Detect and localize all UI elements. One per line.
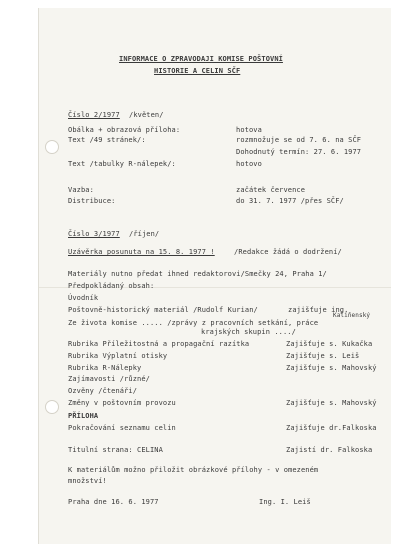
issue1-row-value: začátek července (236, 186, 306, 194)
issue1-month: /květen/ (129, 111, 164, 119)
contents-resp: Zajišťuje s. Mahovský (286, 364, 377, 372)
supplement-resp: Zajišťuje dr.Falkoska (286, 424, 377, 432)
issue1-row-label: Text /49 stránek/: (68, 136, 146, 144)
signature: Ing. I. Leiš (259, 498, 311, 506)
note-line-2: množství! (68, 477, 107, 485)
supplement-heading: PŘÍLOHA (68, 412, 99, 420)
contents-item: Poštovně-historický materiál /Rudolf Kurian/ (68, 306, 258, 314)
issue1-row-value: hotovo (236, 160, 262, 168)
punch-hole (45, 140, 59, 154)
issue2-heading: Číslo 3/1977 (68, 230, 120, 238)
contents-item: Zajímavosti /různé/ (68, 375, 150, 383)
contents-item: Rubrika R-Nálepky (68, 364, 142, 372)
issue1-row-value: do 31. 7. 1977 /přes SČF/ (236, 197, 344, 205)
issue1-row-value: rozmnožuje se od 7. 6. na SČF (236, 136, 362, 144)
title-page-line: Titulní strana: CELINA (68, 446, 163, 454)
contents-item: Změny v poštovním provozu (68, 399, 176, 407)
place-date: Praha dne 16. 6. 1977 (68, 498, 159, 506)
title-page-resp: Zajistí dr. Falkoska (286, 446, 373, 454)
issue1-row-value: hotova (236, 126, 262, 134)
issue1-row-label: Vazba: (68, 186, 94, 194)
issue1-row-label: Text /tabulky R-nálepek/: (68, 160, 176, 168)
contents-resp: Zajišťuje s. Kukačka (286, 340, 373, 348)
issue2-month: /říjen/ (129, 230, 160, 238)
document-page (38, 8, 391, 544)
deadline-note: /Redakce žádá o dodržení/ (234, 248, 342, 256)
contents-resp: Zajišťuje s. Mahovský (286, 399, 377, 407)
contents-heading: Předpokládaný obsah: (68, 282, 155, 290)
contents-resp: zajišťuje ing. (288, 306, 349, 314)
title-line-2: HISTORIE A CELIN SČF (154, 67, 241, 75)
materials-line: Materiály nutno předat ihned redaktorovi/Smečky 24, Praha 1/ (68, 270, 327, 278)
contents-item: Úvodník (68, 294, 99, 302)
issue1-heading: Číslo 2/1977 (68, 111, 120, 119)
contents-item: Rubrika Výplatní otisky (68, 352, 168, 360)
punch-hole (45, 400, 59, 414)
contents-resp: Zajišťuje s. Leiš (286, 352, 360, 360)
issue1-row-value: Dohodnutý termín: 27. 6. 1977 (236, 148, 362, 156)
issue1-row-label: Obálka + obrazová příloha: (68, 126, 181, 134)
contents-item: Rubrika Příležitostná a propagační razítka (68, 340, 250, 348)
issue1-row-label: Distribuce: (68, 197, 116, 205)
deadline-text: Uzávěrka posunuta na 15. 8. 1977 ! (68, 248, 215, 256)
contents-item: Ze života komise ..... /zprávy z pracovních setkání, práce (68, 319, 319, 327)
note-line-1: K materiálům možno přiložit obrázkové přílohy - v omezeném (68, 466, 319, 474)
contents-resp: Kaliňenský (333, 312, 371, 319)
title-line-1: INFORMACE O ZPRAVODAJI KOMISE POŠTOVNÍ (119, 55, 283, 63)
supplement-item: Pokračování seznamu celin (68, 424, 176, 432)
contents-item: Ozvěny /čtenáři/ (68, 387, 138, 395)
contents-item: krajských skupin ..../ (201, 328, 296, 336)
